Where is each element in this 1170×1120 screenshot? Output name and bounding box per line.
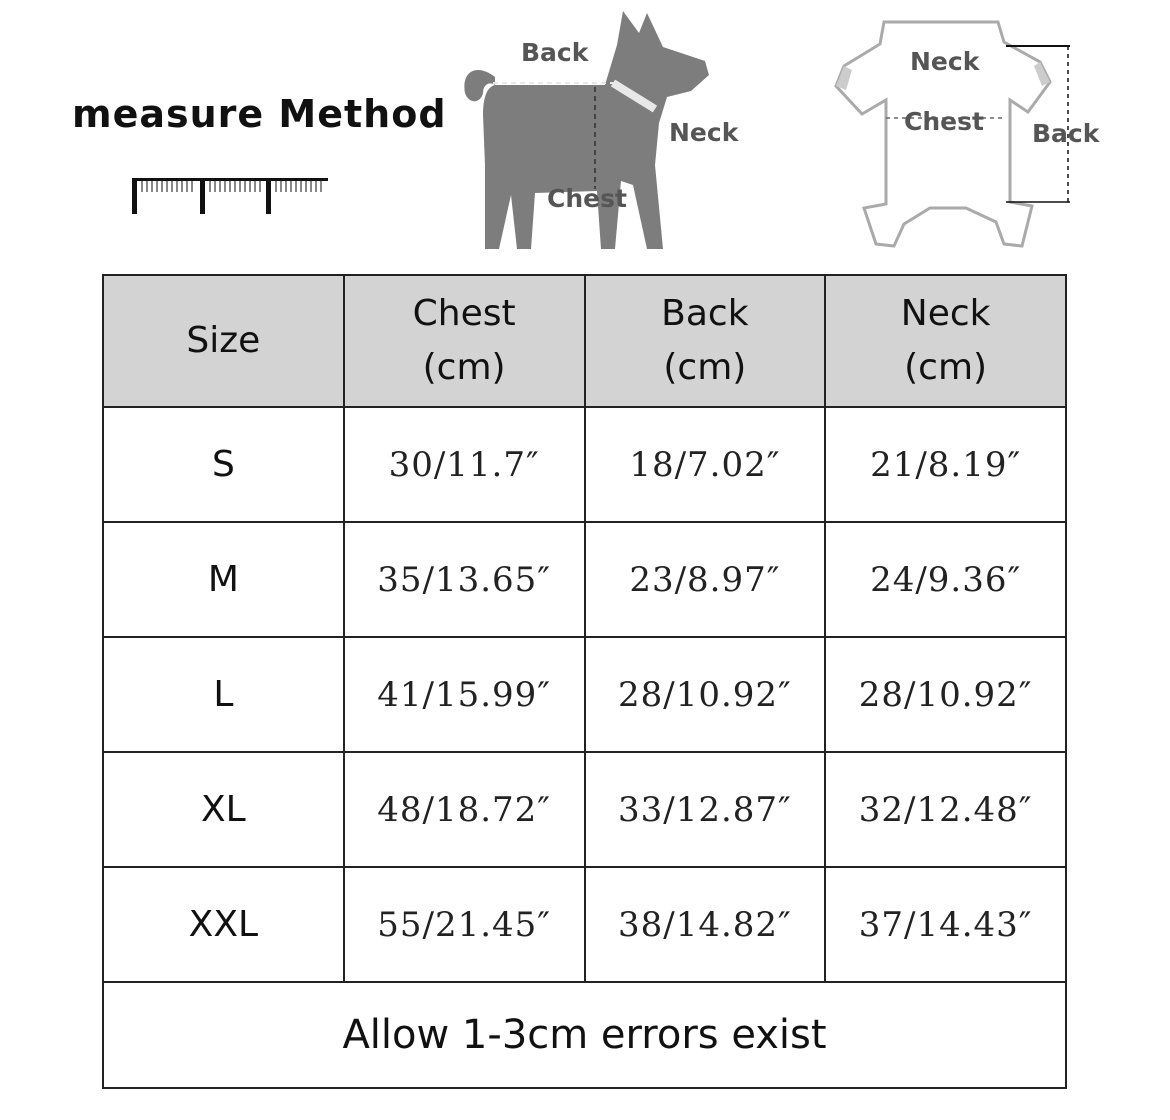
column-header-size: Size <box>103 275 344 407</box>
table-row <box>103 637 1066 752</box>
chest-cell: 35/13.65″ <box>344 522 585 637</box>
error-tolerance-note: Allow 1-3cm errors exist <box>103 982 1066 1088</box>
back-cell: 23/8.97″ <box>585 522 826 637</box>
size-cell: XXL <box>103 867 344 982</box>
neck-cell: 32/12.48″ <box>825 752 1066 867</box>
chest-cell: 55/21.45″ <box>344 867 585 982</box>
chest-cell: 41/15.99″ <box>344 637 585 752</box>
dog-neck-label: Neck <box>669 118 739 147</box>
shirt-back-label: Back <box>1032 119 1100 148</box>
chest-cell: 30/11.7″ <box>344 407 585 522</box>
dog-measurement-illustration <box>455 5 755 255</box>
size-cell: M <box>103 522 344 637</box>
size-cell: L <box>103 637 344 752</box>
shirt-chest-label: Chest <box>904 107 984 136</box>
measure-header <box>0 0 1170 260</box>
column-header-back: Back (cm) <box>585 275 826 407</box>
ruler-icon <box>128 170 338 220</box>
table-row <box>103 752 1066 867</box>
back-cell: 33/12.87″ <box>585 752 826 867</box>
measure-method-title: measure Method <box>72 92 447 136</box>
column-header-chest: Chest (cm) <box>344 275 585 407</box>
size-chart-table <box>102 274 1067 1089</box>
neck-cell: 24/9.36″ <box>825 522 1066 637</box>
chest-cell: 48/18.72″ <box>344 752 585 867</box>
back-cell: 38/14.82″ <box>585 867 826 982</box>
neck-cell: 21/8.19″ <box>825 407 1066 522</box>
dog-chest-label: Chest <box>547 184 627 213</box>
table-row <box>103 522 1066 637</box>
back-cell: 28/10.92″ <box>585 637 826 752</box>
back-cell: 18/7.02″ <box>585 407 826 522</box>
dog-back-label: Back <box>521 38 589 67</box>
column-header-neck: Neck (cm) <box>825 275 1066 407</box>
neck-cell: 37/14.43″ <box>825 867 1066 982</box>
size-cell: XL <box>103 752 344 867</box>
table-note-row <box>103 982 1066 1088</box>
size-cell: S <box>103 407 344 522</box>
shirt-neck-label: Neck <box>910 47 980 76</box>
table-header-row <box>103 275 1066 407</box>
table-row <box>103 867 1066 982</box>
shirt-measurement-illustration <box>820 12 1120 252</box>
neck-cell: 28/10.92″ <box>825 637 1066 752</box>
table-row <box>103 407 1066 522</box>
